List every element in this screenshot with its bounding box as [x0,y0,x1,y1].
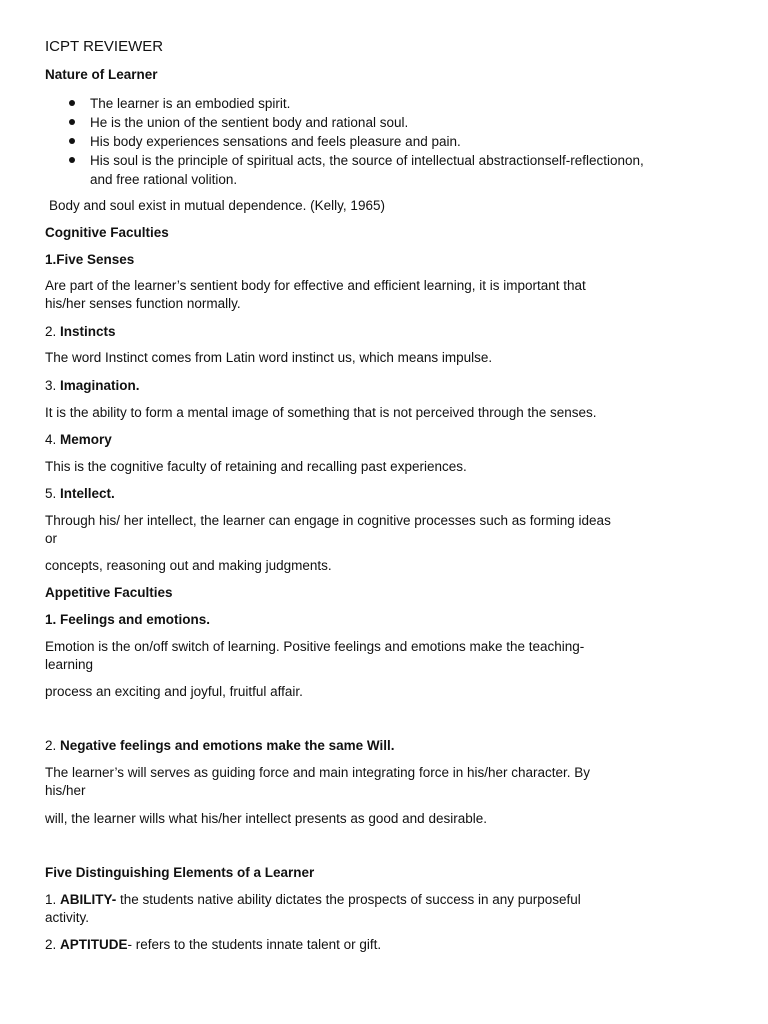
feelings-text: process an exciting and joyful, fruitful affair. [45,684,303,699]
instincts-heading: 2. Instincts [45,324,116,339]
bullet-item: His soul is the principle of spiritual acts, the source of intellectual abstractionself-reflectionon, and free rational volition. [45,151,728,189]
nature-note: Body and soul exist in mutual dependence. (Kelly, 1965) [49,198,385,213]
section-heading-cognitive: Cognitive Faculties [45,225,169,240]
will-text: will, the learner wills what his/her intellect presents as good and desirable. [45,811,487,826]
will-text: The learner’s will serves as guiding force and main integrating force in his/her character. By [45,765,591,780]
intellect-text: or [45,531,58,546]
feelings-text: learning [45,657,94,672]
bullet-dot-icon [69,157,75,163]
bullet-dot-icon [69,119,75,125]
five-senses-text: Are part of the learner’s sentient body for effective and efficient learning, it is important that [45,278,586,293]
will-text: his/her [45,783,86,798]
imagination-text: It is the ability to form a mental image of something that is not perceived through the senses. [45,405,597,420]
bullet-item: The learner is an embodied spirit. [45,94,728,113]
feelings-heading: 1. Feelings and emotions. [45,612,211,627]
bullet-dot-icon [69,138,75,144]
section-heading-nature: Nature of Learner [45,67,158,82]
nature-bullet-list [45,94,728,189]
memory-heading: 4. Memory [45,432,112,447]
intellect-text: Through his/ her intellect, the learner can engage in cognitive processes such as forming ideas [45,513,611,528]
instincts-text: The word Instinct comes from Latin word instinct us, which means impulse. [45,350,493,365]
intellect-heading: 5. Intellect. [45,486,115,501]
memory-text: This is the cognitive faculty of retaining and recalling past experiences. [45,459,467,474]
ability-item-cont: activity. [45,910,90,925]
aptitude-item: 2. APTITUDE- refers to the students innate talent or gift. [45,937,382,952]
section-heading-appetitive: Appetitive Faculties [45,585,173,600]
feelings-text: Emotion is the on/off switch of learning. Positive feelings and emotions make the teaching- [45,639,585,654]
bullet-item: His body experiences sensations and feels pleasure and pain. [45,132,728,151]
ability-item: 1. ABILITY- the students native ability dictates the prospects of success in any purposeful [45,892,581,907]
imagination-heading: 3. Imagination. [45,378,140,393]
page-title: ICPT REVIEWER [45,38,164,55]
intellect-text: concepts, reasoning out and making judgments. [45,558,332,573]
five-senses-text: his/her senses function normally. [45,296,241,311]
negative-feelings-heading: 2. Negative feelings and emotions make the same Will. [45,738,395,753]
bullet-item: He is the union of the sentient body and rational soul. [45,113,728,132]
bullet-dot-icon [69,100,75,106]
five-senses-heading: 1.Five Senses [45,252,135,267]
section-heading-elements: Five Distinguishing Elements of a Learner [45,865,315,880]
